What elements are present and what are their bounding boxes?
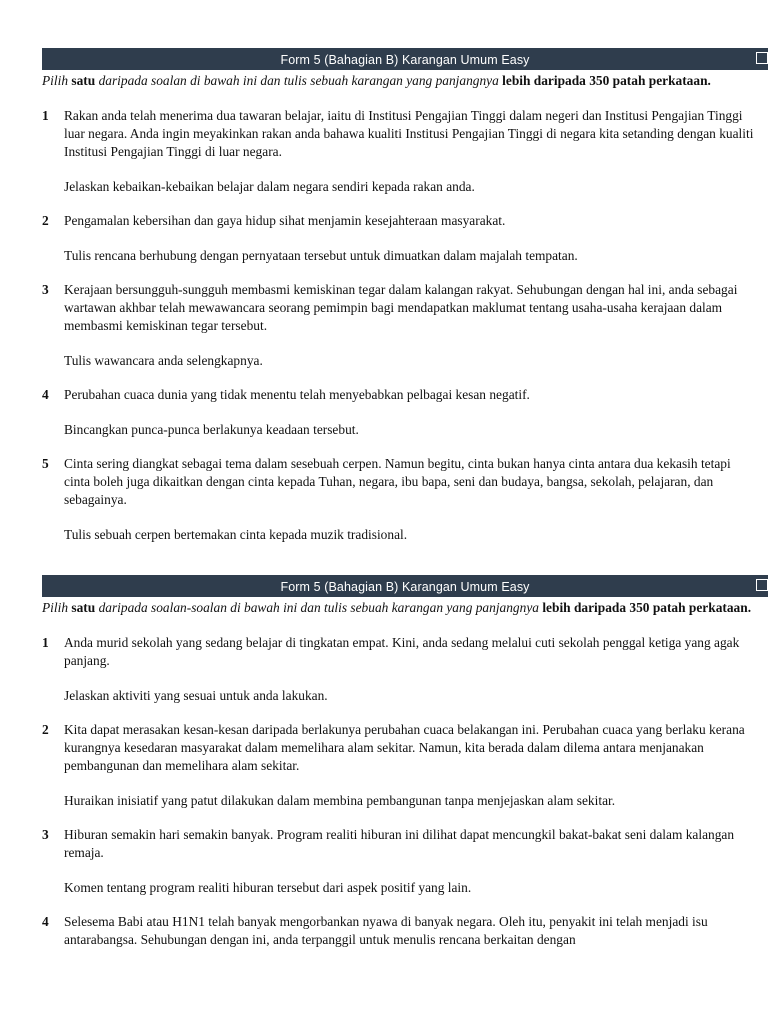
- question-task: Jelaskan aktiviti yang sesuai untuk anda lakukan.: [64, 688, 328, 703]
- question-item: [42, 826, 768, 862]
- instruction-text: daripada soalan-soalan di bawah ini dan tulis sebuah karangan yang panjangnya: [95, 600, 543, 615]
- question-item: [42, 281, 768, 335]
- question-task: Tulis rencana berhubung dengan pernyataan tersebut untuk dimuatkan dalam majalah tempatan.: [64, 248, 578, 263]
- question-text: Perubahan cuaca dunia yang tidak menentu telah menyebabkan pelbagai kesan negatif.: [64, 387, 530, 402]
- instruction-text: Pilih: [42, 600, 72, 615]
- header-bar: [42, 48, 768, 70]
- checkbox-icon[interactable]: [756, 579, 768, 591]
- question-text: Hiburan semakin hari semakin banyak. Program realiti hiburan ini dilihat dapat mencungkil bakat-bakat seni dalam kalangan remaja.: [64, 827, 735, 860]
- document-page-1: [42, 48, 768, 544]
- question-item: [42, 386, 768, 404]
- page-title: Form 5 (Bahagian B) Karangan Umum Easy: [280, 53, 530, 67]
- question-task: Tulis sebuah cerpen bertemakan cinta kepada muzik tradisional.: [64, 527, 408, 542]
- question-text: Rakan anda telah menerima dua tawaran belajar, iaitu di Institusi Pengajian Tinggi dalam negeri dan Institusi Pengajian Tinggi luar negara. Anda ingin meyakinkan rakan anda bahawa kualiti Institusi Pengajian Tinggi di negara kita setanding dengan kualiti Institusi Pengajian Tinggi di luar negara.: [64, 108, 754, 159]
- question-text: Cinta sering diangkat sebagai tema dalam sesebuah cerpen. Namun begitu, cinta bukan hanya cinta antara dua kekasih tetapi cinta boleh juga dikaitkan dengan cinta kepada Tuhan, negara, ibu bapa, seni dan budaya, bangsa, sekolah, pelajaran, dan sebagainya.: [64, 456, 731, 507]
- question-text: Pengamalan kebersihan dan gaya hidup sihat menjamin kesejahteraan masyarakat.: [64, 213, 506, 228]
- question-task: Bincangkan punca-punca berlakunya keadaan tersebut.: [64, 422, 359, 437]
- question-item: [42, 455, 768, 509]
- instruction: [42, 599, 768, 617]
- question-number: 2: [42, 722, 49, 737]
- question-number: 5: [42, 456, 49, 471]
- question-item: [42, 212, 768, 230]
- question-number: 2: [42, 213, 49, 228]
- question-item: [42, 634, 768, 670]
- document-page-2: [42, 575, 768, 949]
- question-task: Jelaskan kebaikan-kebaikan belajar dalam negara sendiri kepada rakan anda.: [64, 179, 475, 194]
- instruction-text: daripada soalan di bawah ini dan tulis sebuah karangan yang panjangnya: [95, 73, 503, 88]
- question-number: 4: [42, 914, 49, 929]
- checkbox-icon[interactable]: [756, 52, 768, 64]
- question-text: Kerajaan bersungguh-sungguh membasmi kemiskinan tegar dalam kalangan rakyat. Sehubungan dengan hal ini, anda sebagai wartawan akhbar telah mewawancara seorang pemimpin bagi mendapatkan maklumat tentang usaha-usaha kerajaan dalam membasmi kemiskinan tegar tersebut.: [64, 282, 738, 333]
- question-item: [42, 107, 768, 161]
- question-text: Kita dapat merasakan kesan-kesan daripada berlakunya perubahan cuaca belakangan ini. Perubahan cuaca yang berlaku kerana kurangnya kesedaran masyarakat dalam memelihara alam sekitar. Namun, kita berada dalam dilema antara menjanakan pembangunan dan memelihara alam sekitar.: [64, 722, 745, 773]
- question-text: Selesema Babi atau H1N1 telah banyak mengorbankan nyawa di banyak negara. Oleh itu, penyakit ini telah menjadi isu antarabangsa. Sehubungan dengan ini, anda terpanggil untuk menulis rencana berkaitan dengan: [64, 914, 708, 947]
- header-bar: [42, 575, 768, 597]
- question-number: 1: [42, 108, 49, 123]
- page-title: Form 5 (Bahagian B) Karangan Umum Easy: [280, 580, 530, 594]
- instruction-emphasis: lebih daripada 350 patah perkataan.: [502, 73, 711, 88]
- question-text: Anda murid sekolah yang sedang belajar di tingkatan empat. Kini, anda sedang melalui cuti sekolah penggal ketiga yang agak panjang.: [64, 635, 740, 668]
- question-number: 3: [42, 827, 49, 842]
- instruction-text: Pilih: [42, 73, 72, 88]
- instruction-emphasis: satu: [71, 600, 96, 615]
- question-number: 1: [42, 635, 49, 650]
- instruction: [42, 72, 768, 90]
- question-item: [42, 913, 768, 949]
- question-task: Komen tentang program realiti hiburan tersebut dari aspek positif yang lain.: [64, 880, 472, 895]
- question-number: 3: [42, 282, 49, 297]
- question-item: [42, 721, 768, 775]
- instruction-emphasis: satu: [71, 73, 96, 88]
- question-task: Huraikan inisiatif yang patut dilakukan dalam membina pembangunan tanpa menjejaskan alam sekitar.: [64, 793, 616, 808]
- question-task: Tulis wawancara anda selengkapnya.: [64, 353, 263, 368]
- question-number: 4: [42, 387, 49, 402]
- instruction-emphasis: lebih daripada 350 patah perkataan.: [542, 600, 752, 615]
